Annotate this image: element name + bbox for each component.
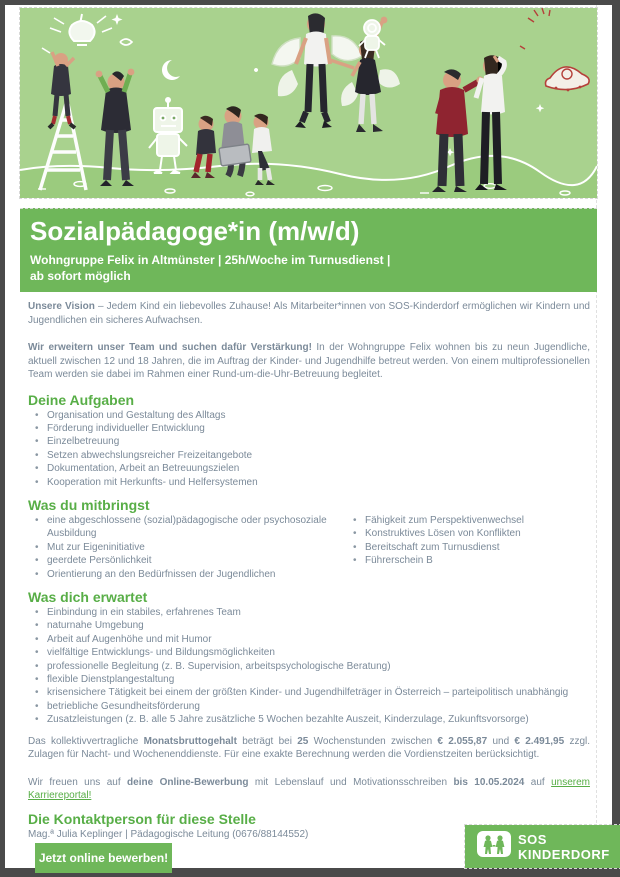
list-item: • Bereitschaft zum Turnusdienst — [346, 541, 590, 554]
list-item: • Organisation und Gestaltung des Alltags — [28, 409, 590, 422]
list-item: • betriebliche Gesundheitsförderung — [28, 700, 590, 713]
sos-kinderdorf-logo — [465, 825, 620, 868]
email-body-column — [20, 5, 610, 868]
salary-seg: und — [487, 735, 515, 747]
team-paragraph — [28, 341, 590, 382]
team-bold: Wir erweitern unser Team und suchen dafür Verstärkung! — [28, 342, 312, 353]
list-item: • Einzelbetreuung — [28, 435, 590, 448]
list-item: • krisensichere Tätigkeit bei einem der größten Kinder- und Jugendhilfeträger in Österreich – parteipolitisch unabhängig — [28, 686, 590, 699]
section-heading-bring: Was du mitbringst — [28, 496, 150, 513]
list-item: • Mut zur Eigeninitiative — [28, 541, 346, 554]
laptop — [219, 144, 251, 166]
list-item: • Fähigkeit zum Perspektivenwechsel — [346, 514, 590, 527]
list-item: • vielfältige Entwicklungs- und Bildungsmöglichkeiten — [28, 646, 590, 659]
list-item: • Dokumentation, Arbeit an Betreuungszielen — [28, 462, 590, 475]
hero-illustration-scene — [20, 8, 597, 198]
tasks-list — [28, 409, 590, 489]
salary-seg: Wochenstunden zwischen — [308, 735, 438, 747]
list-item: • Konstruktives Lösen von Konflikten — [346, 527, 590, 540]
job-ad-page — [5, 5, 612, 868]
page-title: Sozialpädagoge*in (m/w/d) — [30, 216, 360, 246]
bring-columns — [28, 514, 590, 581]
bring-list-right — [346, 514, 590, 581]
contact-person-line: Mag.ª Julia Keplinger | Pädagogische Leitung (0676/88144552) — [28, 828, 309, 840]
apply-now-button[interactable]: Jetzt online bewerben! — [35, 843, 172, 873]
apply-paragraph — [28, 776, 590, 803]
list-item: • professionelle Begleitung (z. B. Supervision, arbeitspsychologische Beratung) — [28, 660, 590, 673]
apply-seg: mit Lebenslauf und Motivationsschreiben — [248, 776, 454, 788]
logo-wordmark — [518, 832, 610, 862]
salary-seg-bold: 25 — [297, 735, 309, 747]
list-item: • Einbindung in ein stabiles, erfahrenes Team — [28, 606, 590, 619]
list-item: • naturnahe Umgebung — [28, 619, 590, 632]
list-item: • Kooperation mit Herkunfts- und Helfersystemen — [28, 476, 590, 489]
title-band — [20, 208, 597, 292]
section-heading-expect: Was dich erwartet — [28, 588, 148, 605]
apply-seg-bold: deine Online-Bewerbung — [127, 776, 249, 788]
apply-seg: auf — [524, 776, 552, 788]
apply-deadline: bis 10.05.2024 — [453, 776, 525, 788]
list-item: • geerdete Persönlichkeit — [28, 554, 346, 567]
section-heading-tasks: Deine Aufgaben — [28, 391, 135, 408]
bring-list-left — [28, 514, 346, 581]
hero-illustration — [20, 8, 597, 198]
vision-rest: – Jedem Kind ein liebevolles Zuhause! Als Mitarbeiter*innen von SOS-Kinderdorf ermöglichen wir Kindern und Jugendlichen ein sicheres Aufwachsen. — [28, 301, 590, 326]
salary-seg: beträgt bei — [236, 735, 298, 747]
sos-kinderdorf-logo-icon — [477, 831, 511, 862]
list-item: • Führerschein B — [346, 554, 590, 567]
list-item: • eine abgeschlossene (sozial)pädagogische oder psychosoziale Ausbildung — [28, 514, 346, 541]
salary-seg: Das kollektivvertragliche — [28, 735, 144, 747]
vision-bold: Unsere Vision — [28, 301, 95, 312]
salary-seg: zzgl. Zulagen für Nacht- und Wochenenddienste. Für eine exakte Berechnung werden die Vordienstzeiten berücksichtigt. — [28, 735, 591, 761]
career-portal-link[interactable]: unserem Karriereportal! — [28, 776, 590, 802]
apply-seg: Wir freuen uns auf — [28, 776, 128, 788]
salary-paragraph — [28, 735, 590, 762]
subtitle-line1: Wohngruppe Felix in Altmünster | 25h/Woche im Turnusdienst | — [30, 252, 391, 267]
salary-amount-min: € 2.055,87 — [437, 735, 488, 747]
body-copy — [28, 300, 590, 841]
list-item: • flexible Dienstplangestaltung — [28, 673, 590, 686]
vision-paragraph — [28, 300, 590, 327]
logo-line2: KINDERDORF — [518, 846, 610, 862]
logo-line1: SOS — [518, 831, 547, 847]
list-item: • Zusatzleistungen (z. B. alle 5 Jahre zusätzliche 5 Wochen bezahlte Auszeit, Kinderzulage, Zukunftsvorsorge) — [28, 713, 590, 726]
list-item: • Förderung individueller Entwicklung — [28, 422, 590, 435]
salary-amount-max: € 2.491,95 — [514, 735, 565, 747]
list-item: • Orientierung an den Bedürfnissen der Jugendlichen — [28, 568, 346, 581]
expect-list — [28, 606, 590, 727]
team-rest: In der Wohngruppe Felix wohnen bis zu neun Jugendliche, aktuell zwischen 12 und 18 Jahren, die im Auftrag der Kinder- und Jugendhilfe betreut werden. Von einem multiprofessionellen Team werden sie dabei im Rahmen einer Rund-um-die-Uhr-Betreuung begleitet. — [28, 342, 590, 380]
list-item: • Setzen abwechslungsreicher Freizeitangebote — [28, 449, 590, 462]
salary-seg-bold: Monatsbruttogehalt — [143, 735, 237, 747]
subtitle-line2: ab sofort möglich — [30, 269, 131, 284]
list-item: • Arbeit auf Augenhöhe und mit Humor — [28, 633, 590, 646]
section-heading-contact: Die Kontaktperson für diese Stelle — [28, 810, 256, 827]
